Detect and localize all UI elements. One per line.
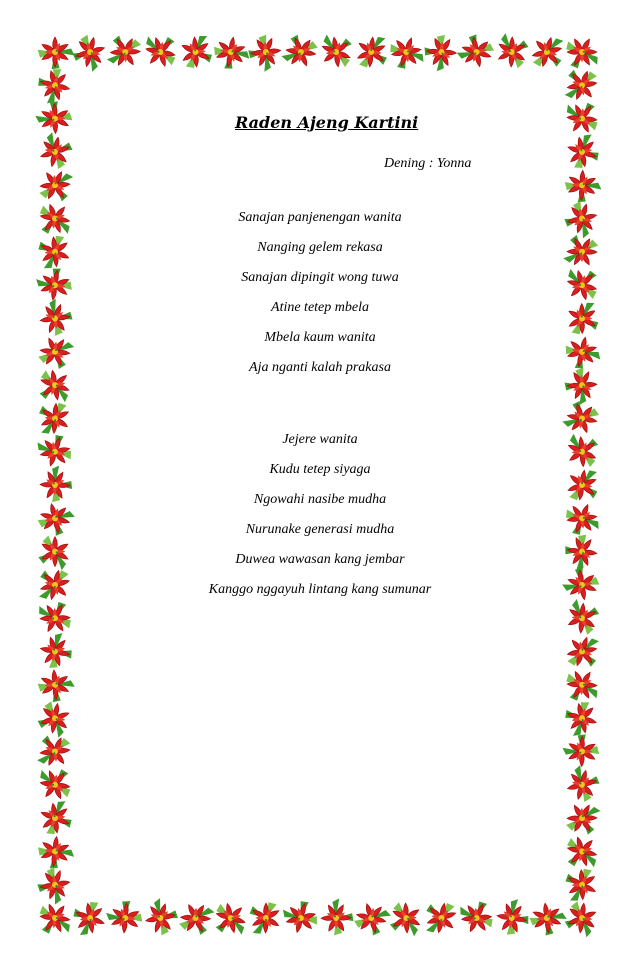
poinsettia-flower-icon bbox=[384, 32, 430, 75]
poinsettia-flower-icon bbox=[560, 565, 601, 603]
poinsettia-flower-icon bbox=[494, 896, 532, 937]
poinsettia-flower-icon bbox=[559, 426, 606, 475]
poem-line: Nurunake generasi mudha bbox=[245, 522, 395, 537]
poinsettia-flower-icon bbox=[350, 898, 395, 940]
poinsettia-flower-icon bbox=[31, 594, 79, 640]
poinsettia-flower-icon bbox=[559, 498, 605, 542]
poinsettia-flower-icon bbox=[34, 64, 74, 107]
poinsettia-flower-icon bbox=[37, 669, 76, 704]
poinsettia-flower-icon bbox=[35, 865, 73, 907]
poinsettia-flower-icon bbox=[175, 28, 220, 75]
poinsettia-flower-icon bbox=[489, 27, 535, 75]
poinsettia-flower-icon bbox=[211, 34, 253, 72]
stanza-2 bbox=[195, 430, 445, 610]
poinsettia-flower-icon bbox=[32, 162, 81, 209]
poinsettia-flower-icon bbox=[416, 894, 464, 943]
poinsettia-flower-icon bbox=[276, 30, 322, 74]
poinsettia-flower-icon bbox=[37, 297, 74, 338]
poinsettia-flower-icon bbox=[33, 330, 80, 374]
poinsettia-flower-icon bbox=[142, 896, 181, 938]
poinsettia-flower-icon bbox=[34, 265, 75, 302]
poinsettia-flower-icon bbox=[38, 37, 75, 69]
poinsettia-flower-icon bbox=[32, 429, 77, 471]
poinsettia-flower-icon bbox=[560, 697, 602, 742]
poem-line: Jejere wanita bbox=[282, 432, 358, 447]
poinsettia-flower-icon bbox=[136, 26, 185, 75]
poinsettia-flower-icon bbox=[241, 894, 288, 942]
poinsettia-flower-icon bbox=[453, 894, 500, 939]
poem-line: Kanggo nggayuh lintang kang sumunar bbox=[208, 582, 432, 597]
poinsettia-flower-icon bbox=[33, 697, 76, 743]
poinsettia-flower-icon bbox=[100, 28, 148, 75]
poinsettia-flower-icon bbox=[557, 93, 606, 140]
poinsettia-flower-icon bbox=[557, 228, 605, 274]
poinsettia-flower-icon bbox=[556, 61, 605, 109]
poem-line: Sanajan panjenengan wanita bbox=[238, 210, 402, 225]
poinsettia-flower-icon bbox=[559, 627, 608, 675]
poinsettia-flower-icon bbox=[67, 896, 110, 942]
poinsettia-flower-icon bbox=[35, 101, 73, 134]
poinsettia-flower-icon bbox=[560, 460, 608, 509]
stanza-1 bbox=[200, 208, 440, 388]
poinsettia-flower-icon bbox=[562, 532, 598, 572]
poinsettia-flower-icon bbox=[524, 28, 573, 77]
poinsettia-flower-icon bbox=[561, 333, 604, 373]
poinsettia-flower-icon bbox=[560, 795, 608, 842]
poinsettia-flower-icon bbox=[558, 30, 606, 76]
poem-line: Ngowahi nasibe mudha bbox=[253, 492, 387, 507]
poinsettia-flower-icon bbox=[349, 27, 397, 76]
poinsettia-flower-icon bbox=[312, 26, 360, 75]
poinsettia-flower-icon bbox=[558, 259, 607, 308]
poem-line: Mbela kaum wanita bbox=[264, 330, 376, 345]
poem-line: Aja nganti kalah prakasa bbox=[249, 360, 391, 375]
poem-line: Duwea wawasan kang jembar bbox=[235, 552, 405, 567]
poinsettia-flower-icon bbox=[29, 561, 78, 610]
poinsettia-flower-icon bbox=[206, 895, 255, 944]
poinsettia-flower-icon bbox=[247, 33, 283, 73]
poem-author: Dening : Yonna bbox=[384, 156, 472, 171]
poinsettia-flower-icon bbox=[559, 896, 603, 942]
poinsettia-flower-icon bbox=[278, 896, 322, 937]
poem-line: Atine tetep mbela bbox=[271, 300, 369, 315]
poinsettia-flower-icon bbox=[29, 727, 78, 775]
poinsettia-flower-icon bbox=[561, 294, 607, 342]
poinsettia-flower-icon bbox=[36, 835, 76, 871]
poinsettia-flower-icon bbox=[564, 169, 602, 203]
poinsettia-flower-icon bbox=[560, 593, 605, 640]
poem-title: Raden Ajeng Kartini bbox=[235, 113, 419, 132]
poem-line: Nanging gelem rekasa bbox=[257, 240, 383, 255]
poinsettia-flower-icon bbox=[454, 32, 497, 71]
poinsettia-flower-icon bbox=[31, 196, 80, 244]
poem-line: Sanajan dipingit wong tuwa bbox=[241, 270, 399, 285]
poinsettia-flower-icon bbox=[31, 529, 77, 577]
poinsettia-flower-icon bbox=[105, 899, 144, 934]
poinsettia-flower-icon bbox=[423, 34, 458, 73]
poem-line: Kudu tetep siyaga bbox=[269, 462, 371, 477]
poinsettia-flower-icon bbox=[382, 895, 429, 943]
poinsettia-flower-icon bbox=[564, 367, 598, 405]
poinsettia-flower-icon bbox=[37, 629, 76, 672]
poinsettia-flower-icon bbox=[35, 128, 77, 173]
poinsettia-flower-icon bbox=[31, 362, 79, 411]
poinsettia-flower-icon bbox=[558, 861, 603, 908]
poinsettia-flower-icon bbox=[562, 734, 599, 767]
poinsettia-flower-icon bbox=[558, 829, 607, 878]
poinsettia-flower-icon bbox=[35, 794, 79, 840]
poinsettia-flower-icon bbox=[35, 499, 78, 539]
poinsettia-flower-icon bbox=[30, 759, 79, 807]
poinsettia-flower-icon bbox=[562, 761, 603, 805]
poinsettia-flower-icon bbox=[562, 129, 604, 174]
poinsettia-flower-icon bbox=[30, 394, 77, 443]
poinsettia-flower-icon bbox=[528, 901, 568, 937]
poinsettia-flower-icon bbox=[69, 31, 110, 75]
poinsettia-flower-icon bbox=[561, 198, 601, 241]
poinsettia-flower-icon bbox=[39, 465, 72, 503]
poinsettia-flower-icon bbox=[173, 896, 220, 941]
poinsettia-flower-icon bbox=[321, 898, 354, 935]
